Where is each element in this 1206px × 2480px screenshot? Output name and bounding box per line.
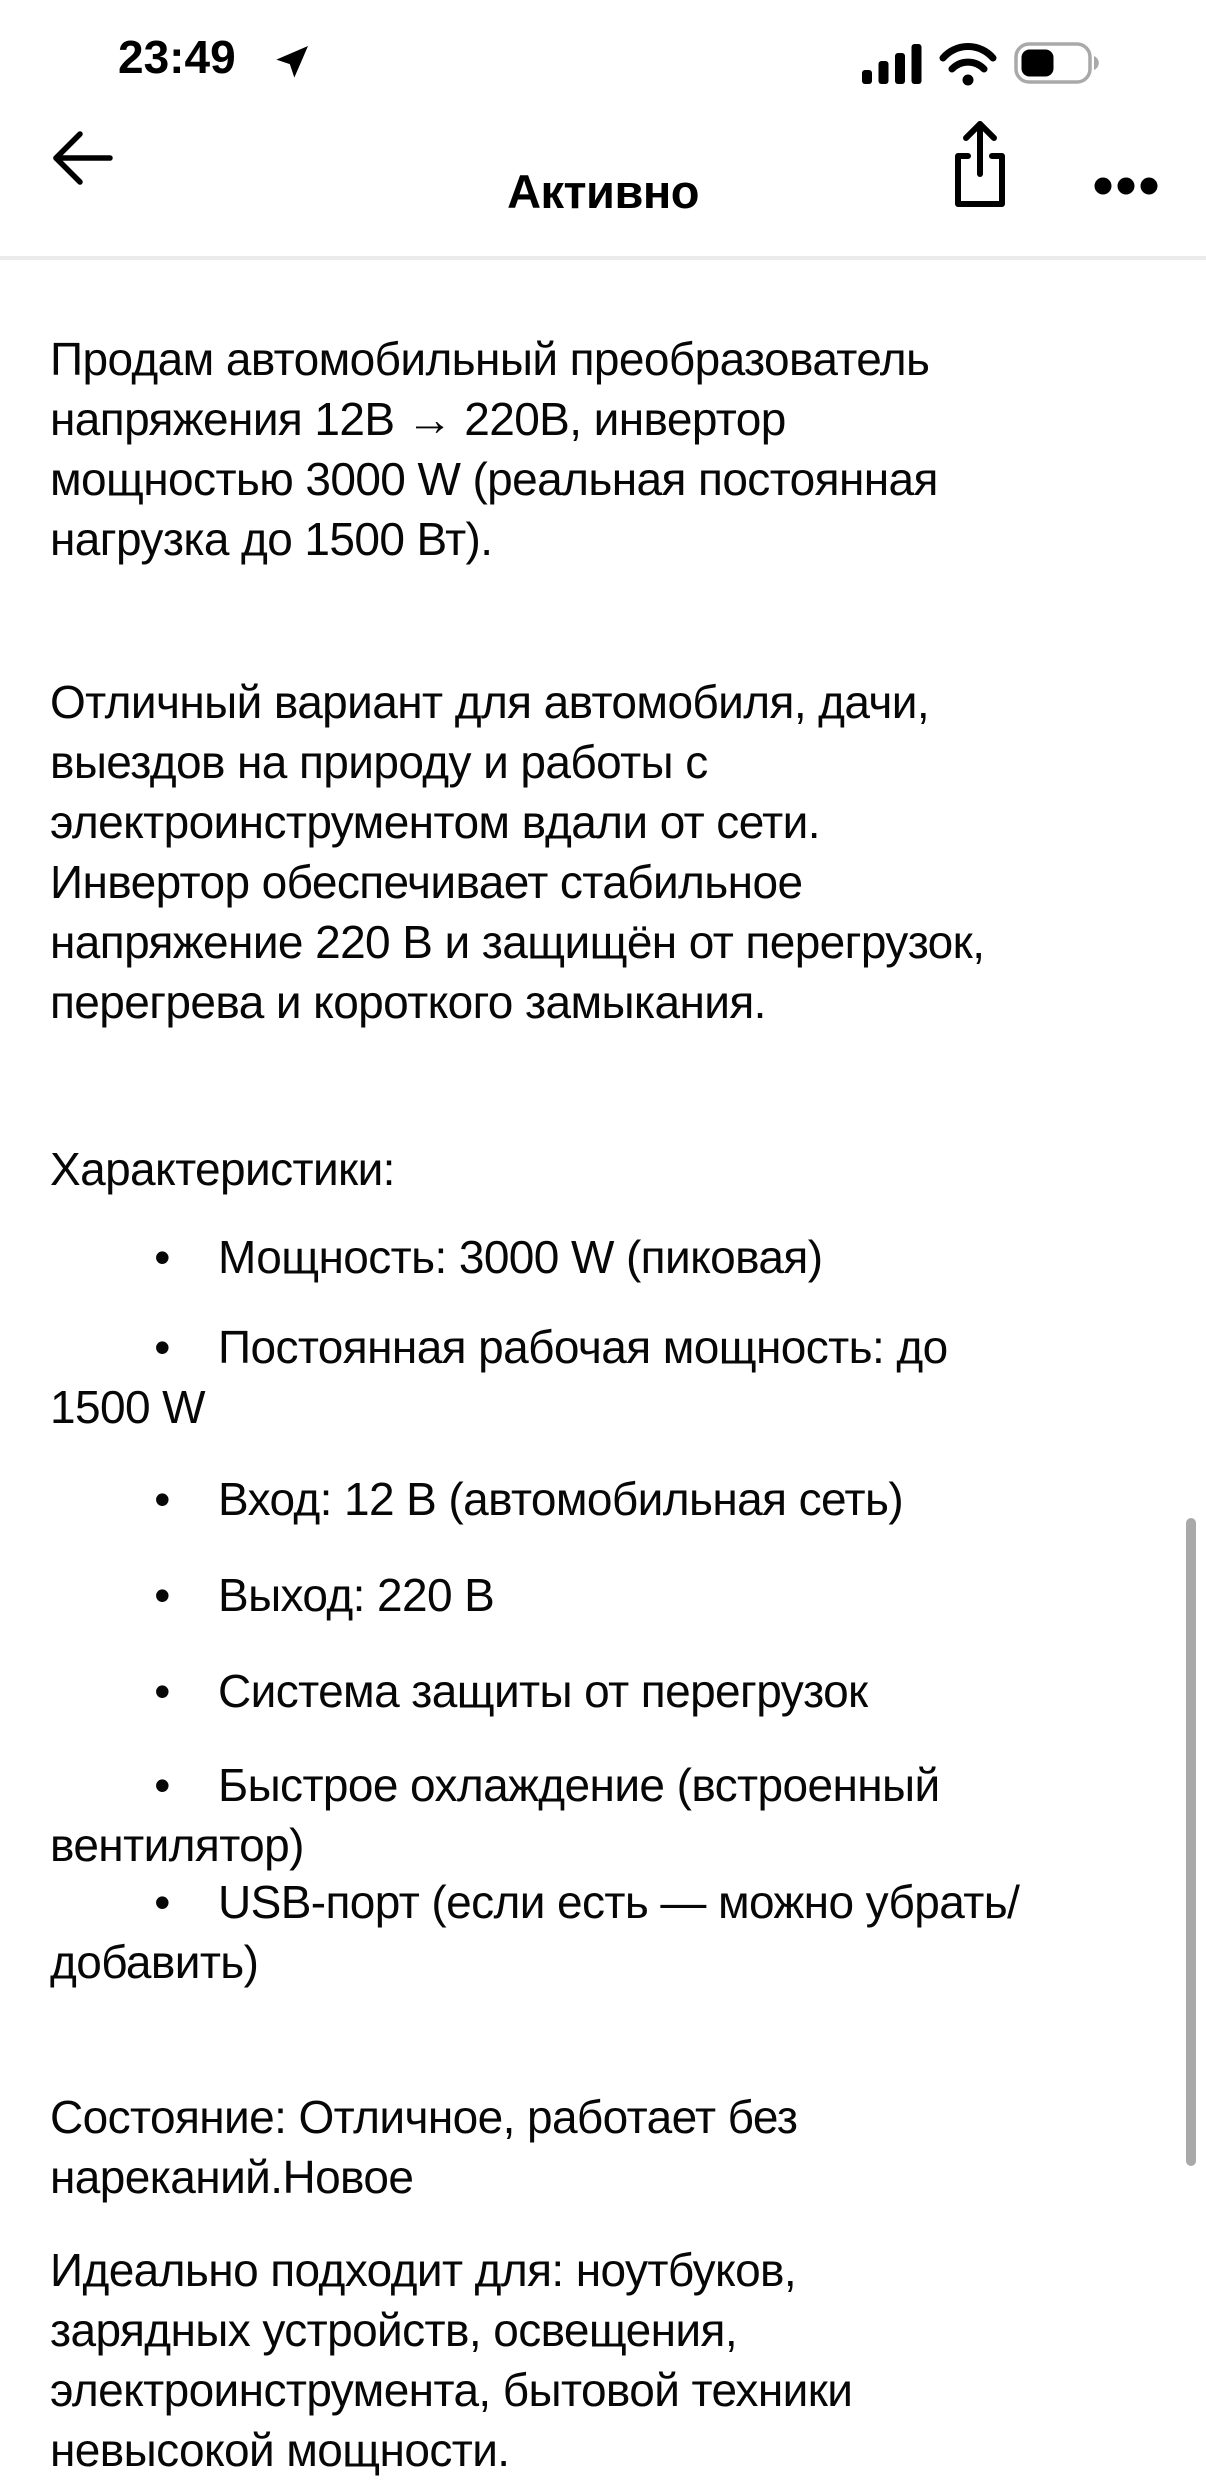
bullet-item <box>50 1469 903 1529</box>
condition-paragraph <box>50 2087 797 2207</box>
share-icon[interactable] <box>948 118 1012 210</box>
text-line: напряжение 220 В и защищён от перегрузок, <box>50 916 985 968</box>
bullet-dot: • <box>154 1569 170 1621</box>
bullet-item <box>50 1565 494 1625</box>
text-line: Состояние: Отличное, работает без <box>50 2091 798 2143</box>
bullet-text: Быстрое охлаждение (встроенный <box>218 1759 940 1811</box>
bullet-dot: • <box>154 1231 170 1283</box>
nav-bar <box>0 90 1206 258</box>
wifi-icon <box>938 42 998 86</box>
cellular-signal-icon <box>862 44 922 84</box>
text-line: мощностью 3000 W (реальная постоянная <box>50 453 938 505</box>
text-line: Характеристики: <box>50 1143 395 1195</box>
bullet-item <box>50 1755 940 1875</box>
bullet-text: Мощность: 3000 W (пиковая) <box>218 1231 823 1283</box>
text-line: электроинструмента, бытовой техники <box>50 2364 853 2416</box>
bullet-dot: • <box>154 1473 170 1525</box>
bullet-text-wrap: добавить) <box>50 1936 259 1988</box>
text-line: зарядных устройств, освещения, <box>50 2304 738 2356</box>
bullet-dot: • <box>154 1759 170 1811</box>
text-line: Продам автомобильный преобразователь <box>50 333 930 385</box>
bullet-item <box>50 1227 822 1287</box>
bullet-dot: • <box>154 1876 170 1928</box>
scrollbar-thumb[interactable] <box>1186 1518 1196 2166</box>
text-line: Идеально подходит для: ноутбуков, <box>50 2244 797 2296</box>
location-arrow-icon <box>272 42 312 82</box>
bullet-dot: • <box>154 1321 170 1373</box>
text-line: Отличный вариант для автомобиля, дачи, <box>50 676 930 728</box>
description-paragraph-2 <box>50 672 984 1032</box>
more-options-icon[interactable] <box>1086 162 1160 210</box>
text-line: невысокой мощности. <box>50 2424 510 2476</box>
header-divider <box>0 256 1206 260</box>
bullet-item <box>50 1872 1019 1992</box>
suitable-for-paragraph <box>50 2240 852 2480</box>
description-paragraph-1 <box>50 329 938 569</box>
text-line: нагрузка до 1500 Вт). <box>50 513 493 565</box>
page-title: Активно <box>507 165 699 218</box>
bullet-dot: • <box>154 1665 170 1717</box>
text-line: электроинструментом вдали от сети. <box>50 796 820 848</box>
text-line: нареканий.Новое <box>50 2151 414 2203</box>
text-line: выездов на природу и работы с <box>50 736 708 788</box>
battery-icon <box>1014 42 1100 84</box>
bullet-text: Система защиты от перегрузок <box>218 1665 868 1717</box>
text-line: напряжения 12В → 220В, инвертор <box>50 393 786 445</box>
bullet-text-wrap: вентилятор) <box>50 1819 304 1871</box>
bullet-item <box>50 1317 948 1437</box>
bullet-item <box>50 1661 868 1721</box>
text-line: перегрева и короткого замыкания. <box>50 976 766 1028</box>
text-line: Инвертор обеспечивает стабильное <box>50 856 803 908</box>
bullet-text: Выход: 220 В <box>218 1569 495 1621</box>
status-bar <box>0 0 1206 90</box>
bullet-text: Вход: 12 В (автомобильная сеть) <box>218 1473 904 1525</box>
clock: 23:49 <box>118 31 236 83</box>
characteristics-heading <box>50 1139 395 1199</box>
bullet-text-wrap: 1500 W <box>50 1381 205 1433</box>
bullet-text: USB-порт (если есть — можно убрать/ <box>218 1876 1020 1928</box>
bullet-text: Постоянная рабочая мощность: до <box>218 1321 948 1373</box>
